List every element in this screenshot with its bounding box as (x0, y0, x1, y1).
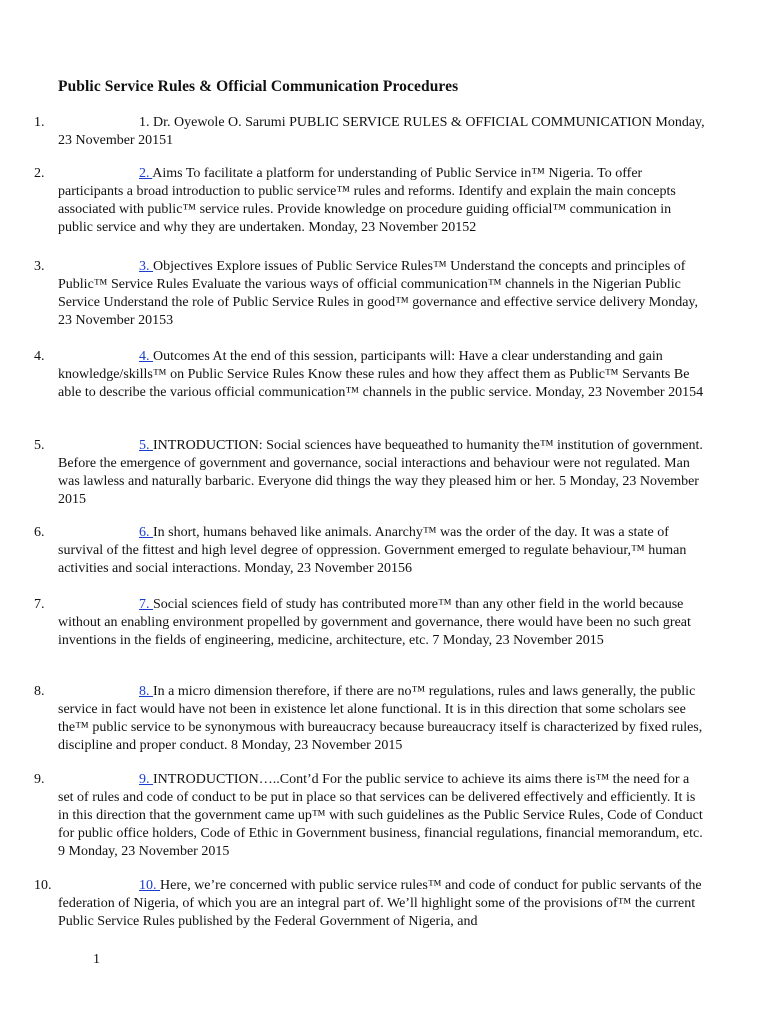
item-link[interactable]: 4. (139, 349, 153, 364)
item-text: In a micro dimension therefore, if there are no™ regulations, rules and laws generally, the public service in fact would have not been in existence let alone functional. It is in this direction that some scholars see the™ public service to be synonymous with bureaucracy because bureaucracy itself is characterized by fixed rules, discipline and proper conduct. 8 Monday, 23 November 2015 (58, 684, 703, 753)
item-body (58, 524, 706, 578)
item-link[interactable]: 3. (139, 259, 153, 274)
item-body (58, 437, 706, 509)
item-body (58, 596, 706, 650)
item-text: INTRODUCTION: Social sciences have bequeathed to humanity the™ institution of government. Before the emergence of government and governance, social interactions and behaviour were not regulated. Man was lawless and naturally barbaric. Everyone did things the way they pleased him or her. 5 Monday, 23 November 2015 (58, 438, 703, 507)
item-text: Objectives Explore issues of Public Service Rules™ Understand the concepts and principles of Public™ Service Rules Evaluate the various ways of official communication™ channels in the Nigerian Public Service Understand the role of Public Service Rules in good™ governance and effective service delivery Monday, 23 November 20153 (58, 259, 699, 328)
item-link[interactable]: 8. (139, 684, 153, 699)
item-number: 7. (34, 597, 45, 612)
page-number: 1 (93, 952, 100, 967)
item-body (58, 114, 706, 150)
item-number: 10. (34, 878, 52, 893)
item-number: 5. (34, 438, 45, 453)
item-text: Here, we’re concerned with public service rules™ and code of conduct for public servants of the federation of Nigeria, of which you are an integral part of. We’ll highlight some of the provisions of™ the current Public Service Rules published by the Federal Government of Nigeria, and (58, 878, 702, 929)
item-link[interactable]: 7. (139, 597, 153, 612)
item-number: 1. (34, 115, 45, 130)
item-number: 9. (34, 772, 45, 787)
item-body (58, 683, 706, 755)
item-link[interactable]: 5. (139, 438, 153, 453)
item-text: INTRODUCTION…..Cont’d For the public service to achieve its aims there is™ the need for a set of rules and code of conduct to be put in place so that services can be delivered effectively and efficiently. It is in this direction that the government came up™ with such guidelines as the Public Service Rules, Code of Conduct for public office holders, Code of Ethic in Government business, financial regulations, financial memorandum, etc. 9 Monday, 23 November 2015 (58, 772, 703, 859)
item-link[interactable]: 9. (139, 772, 153, 787)
item-body (58, 258, 706, 330)
item-number: 2. (34, 166, 45, 181)
item-link[interactable]: 10. (139, 878, 160, 893)
item-number: 8. (34, 684, 45, 699)
item-link[interactable]: 2. (139, 166, 153, 181)
item-text: In short, humans behaved like animals. Anarchy™ was the order of the day. It was a state of survival of the fittest and high level degree of oppression. Government emerged to regulate behaviour,™ human activities and social interactions. Monday, 23 November 20156 (58, 525, 687, 576)
item-body (58, 165, 706, 237)
document-title: Public Service Rules & Official Communication Procedures (58, 78, 459, 95)
item-text: Aims To facilitate a platform for understanding of Public Service in™ Nigeria. To offer participants a broad introduction to public service™ rules and reforms. Identify and explain the main concepts associated with public™ service rules. Provide knowledge on procedure guiding official™ communication in public service and why they are undertaken. Monday, 23 November 20152 (58, 166, 676, 235)
item-body (58, 877, 706, 931)
item-text: Social sciences field of study has contributed more™ than any other field in the world because without an enabling environment propelled by government and governance, there would have been no such great inventions in the fields of engineering, medicine, architecture, etc. 7 Monday, 23 November 2015 (58, 597, 691, 648)
item-number: 3. (34, 259, 45, 274)
item-text: 1. Dr. Oyewole O. Sarumi PUBLIC SERVICE RULES & OFFICIAL COMMUNICATION Monday, 23 November 20151 (58, 115, 705, 148)
item-body (58, 771, 706, 861)
item-body (58, 348, 706, 402)
item-text: Outcomes At the end of this session, participants will: Have a clear understanding and gain knowledge/skills™ on Public Service Rules Know these rules and how they affect them as Public™ Servants Be able to describe the various official communication™ channels in the public service. Monday, 23 November 20154 (58, 349, 704, 400)
item-number: 4. (34, 349, 45, 364)
item-link[interactable]: 6. (139, 525, 153, 540)
item-number: 6. (34, 525, 45, 540)
